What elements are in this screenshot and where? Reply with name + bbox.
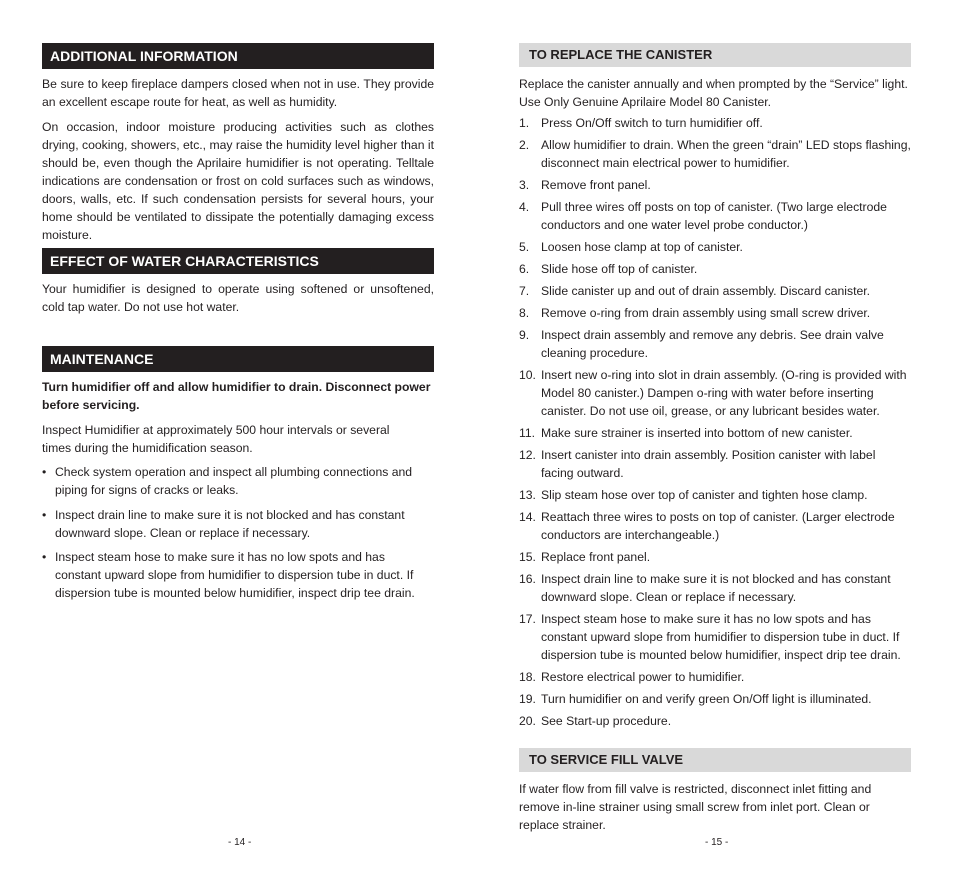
step-text: See Start-up procedure. (541, 714, 672, 728)
list-item (519, 176, 911, 194)
step-text: Allow humidifier to drain. When the green “drain” LED stops flashing, disconnect main electrical power to humidifier. (541, 138, 911, 170)
step-text: Inspect steam hose to make sure it has no low spots and has constant upward slope from humidifier to dispersion tube in duct. If dispersion tube is mounted below humidifier, inspect drip tee drain. (541, 612, 901, 662)
bullet-text: Inspect drain line to make sure it is not blocked and has constant downward slope. Clean or replace if necessary. (55, 508, 405, 540)
step-number: 19. (519, 692, 536, 706)
step-text: Reattach three wires to posts on top of canister. (Larger electrode conductors are interchangeable.) (541, 510, 895, 542)
list-item (519, 136, 911, 172)
list-item (519, 326, 911, 362)
step-text: Insert new o-ring into slot in drain assembly. (O-ring is provided with Model 80 canister.) Dampen o-ring with water before inserting canister. Do not use oil, grease, or any lubricant besides water. (541, 368, 907, 418)
bullet-icon: • (42, 465, 47, 479)
step-text: Turn humidifier on and verify green On/Off light is illuminated. (541, 692, 872, 706)
list-item (519, 446, 911, 482)
replace-canister-heading: TO REPLACE THE CANISTER (519, 43, 911, 67)
step-text: Restore electrical power to humidifier. (541, 670, 745, 684)
step-number: 1. (519, 116, 530, 130)
step-number: 4. (519, 200, 530, 214)
maintenance-paragraph: Inspect Humidifier at approximately 500 hour intervals or several times during the humidification season. (42, 423, 390, 455)
list-item (519, 238, 911, 256)
water-characteristics-heading: EFFECT OF WATER CHARACTERISTICS (42, 248, 434, 274)
list-item (519, 570, 911, 606)
step-text: Inspect drain assembly and remove any debris. See drain valve cleaning procedure. (541, 328, 884, 360)
list-item (42, 463, 434, 499)
list-item (519, 610, 911, 664)
step-number: 12. (519, 448, 536, 462)
step-number: 8. (519, 306, 530, 320)
list-item (519, 366, 911, 420)
list-item (519, 304, 911, 322)
list-item (519, 282, 911, 300)
step-number: 3. (519, 178, 530, 192)
list-item (519, 548, 911, 566)
step-number: 13. (519, 488, 536, 502)
bullet-text: Inspect steam hose to make sure it has no low spots and has constant upward slope from humidifier to dispersion tube in duct. If dispersion tube is mounted below humidifier, inspect drip tee drain. (55, 550, 415, 600)
step-number: 7. (519, 284, 530, 298)
maintenance-warning: Turn humidifier off and allow humidifier to drain. Disconnect power before servicing. (42, 380, 431, 412)
step-text: Slide hose off top of canister. (541, 262, 698, 276)
list-item (42, 506, 414, 542)
list-item (519, 508, 911, 544)
step-number: 5. (519, 240, 530, 254)
list-item (519, 712, 911, 730)
canister-steps-list (519, 114, 911, 734)
page-number: - 15 - (705, 837, 729, 848)
water-paragraph: Your humidifier is designed to operate using softened or unsoftened, cold tap water. Do not use hot water. (42, 282, 434, 314)
step-number: 11. (519, 426, 536, 440)
step-number: 14. (519, 510, 536, 524)
step-number: 2. (519, 138, 530, 152)
step-text: Slip steam hose over top of canister and tighten hose clamp. (541, 488, 868, 502)
list-item (519, 424, 911, 442)
bullet-icon: • (42, 550, 47, 564)
fill-valve-heading: TO SERVICE FILL VALVE (519, 748, 911, 772)
step-number: 20. (519, 714, 536, 728)
additional-paragraph-1: Be sure to keep fireplace dampers closed when not in use. They provide an excellent escape route for heat, as well as humidity. (42, 77, 434, 109)
canister-intro: Replace the canister annually and when prompted by the “Service” light. Use Only Genuine Aprilaire Model 80 Canister. (519, 77, 908, 109)
list-item (519, 690, 911, 708)
step-number: 10. (519, 368, 536, 382)
step-text: Slide canister up and out of drain assembly. Discard canister. (541, 284, 871, 298)
step-text: Pull three wires off posts on top of canister. (Two large electrode conductors and one water level probe conductor.) (541, 200, 887, 232)
list-item (519, 114, 911, 132)
list-item (519, 668, 911, 686)
step-text: Remove front panel. (541, 178, 651, 192)
step-text: Replace front panel. (541, 550, 651, 564)
additional-paragraph-2: On occasion, indoor moisture producing activities such as clothes drying, cooking, showers, etc., may raise the humidity level higher than it should be, even though the Aprilaire humidifier is not operating. Telltale indications are condensation or frost on cold surfaces such as windows, doors, walls, etc. If such condensation persists for several hours, your home should be ventilated to dissipate the potentially damaging excess moisture. (42, 120, 434, 242)
step-text: Make sure strainer is inserted into bottom of new canister. (541, 426, 853, 440)
list-item (42, 548, 420, 602)
step-text: Insert canister into drain assembly. Position canister with label facing outward. (541, 448, 876, 480)
step-number: 18. (519, 670, 536, 684)
step-text: Remove o-ring from drain assembly using small screw driver. (541, 306, 871, 320)
step-number: 9. (519, 328, 530, 342)
step-text: Loosen hose clamp at top of canister. (541, 240, 743, 254)
step-number: 16. (519, 572, 536, 586)
page-number: - 14 - (228, 837, 252, 848)
additional-information-heading: ADDITIONAL INFORMATION (42, 43, 434, 69)
maintenance-heading: MAINTENANCE (42, 346, 434, 372)
list-item (519, 198, 911, 234)
step-text: Inspect drain line to make sure it is not blocked and has constant downward slope. Clean or replace if necessary. (541, 572, 891, 604)
list-item (519, 486, 911, 504)
bullet-text: Check system operation and inspect all plumbing connections and piping for signs of cracks or leaks. (55, 465, 413, 497)
list-item (519, 260, 911, 278)
step-number: 15. (519, 550, 536, 564)
step-number: 17. (519, 612, 536, 626)
fill-valve-paragraph: If water flow from fill valve is restricted, disconnect inlet fitting and remove in-line strainer using small screw from inlet port. Clean or replace strainer. (519, 782, 872, 832)
step-number: 6. (519, 262, 530, 276)
step-text: Press On/Off switch to turn humidifier off. (541, 116, 763, 130)
bullet-icon: • (42, 508, 47, 522)
